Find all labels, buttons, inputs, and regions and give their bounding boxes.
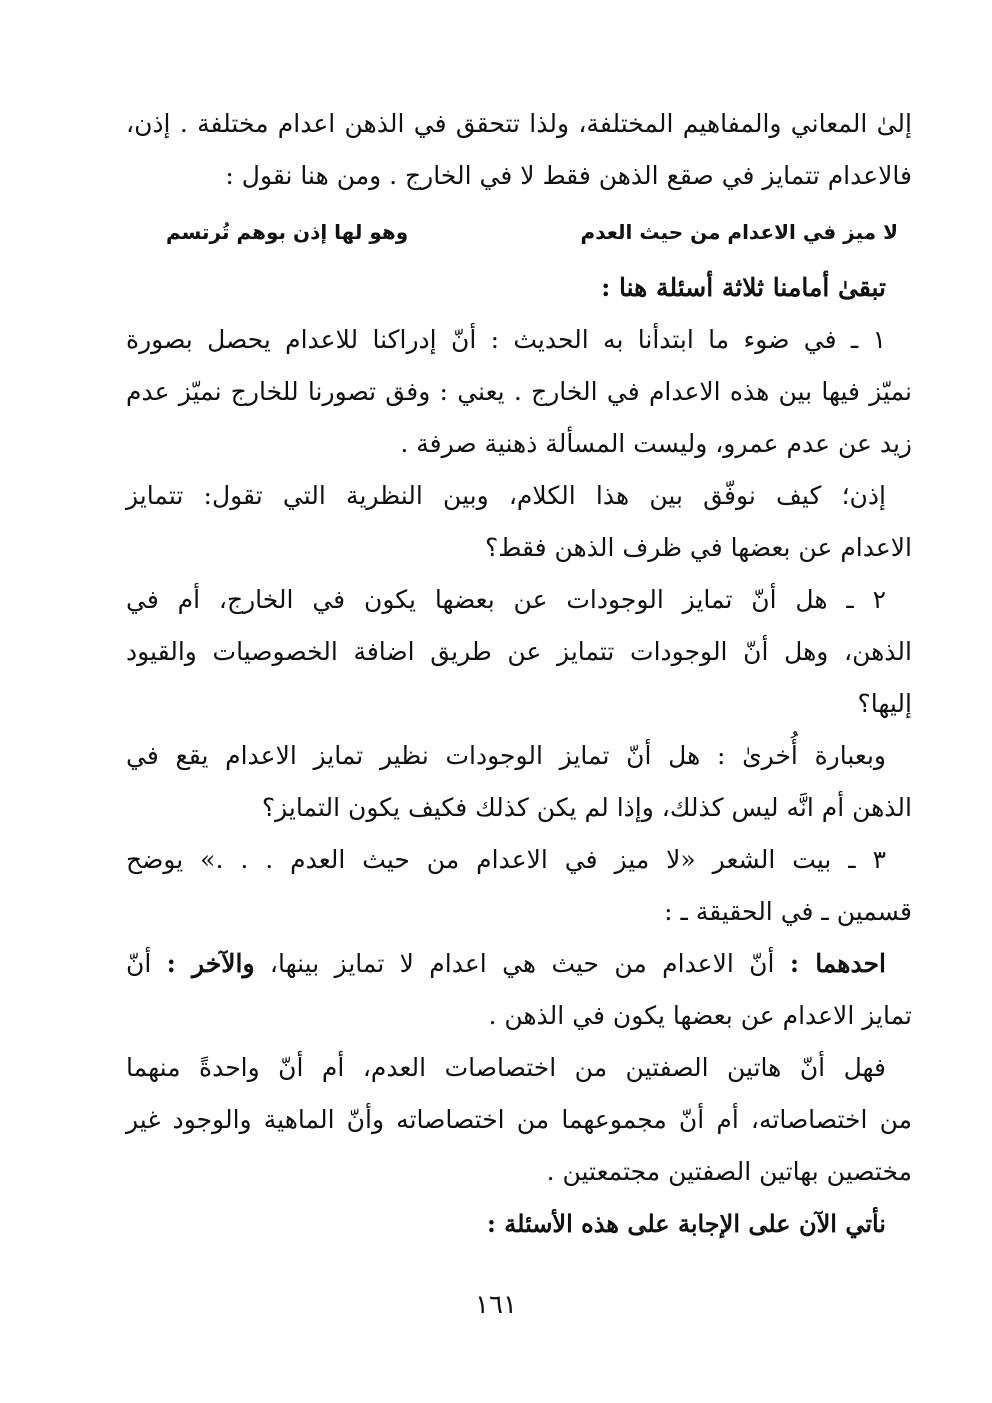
text-span: أنّ الاعدام من حيث هي اعدام لا تمايز بينها، xyxy=(254,949,790,978)
text-line: ٢ ـ هل أنّ تمايز الوجودات عن بعضها يكون في الخارج، أم في xyxy=(126,585,886,614)
text-line: تبقىٰ أمامنا ثلاثة أسئلة هنا : xyxy=(601,273,886,302)
text-line: الاعدام عن بعضها في ظرف الذهن فقط؟ xyxy=(484,533,912,562)
text-line: ١ ـ في ضوء ما ابتدأنا به الحديث : أنّ إدراكنا للاعدام يحصل بصورة xyxy=(126,325,886,354)
text-line: زيد عن عدم عمرو، وليست المسألة ذهنية صرفة . xyxy=(400,429,912,458)
page-number: ١٦١ xyxy=(475,1290,517,1320)
text-line: مختصين بهاتين الصفتين مجتمعتين . xyxy=(546,1157,912,1186)
text-line: إليها؟ xyxy=(857,689,912,718)
text-line: من اختصاصاته، أم أنّ مجموعهما من اختصاصاته وأنّ الماهية والوجود غير xyxy=(126,1105,912,1134)
text-line: نميّز فيها بين هذه الاعدام في الخارج . يعني : وفق تصورنا للخارج نميّز عدم xyxy=(126,377,912,406)
text-line: ٣ ـ بيت الشعر «لا ميز في الاعدام من حيث العدم . . .» يوضح xyxy=(126,845,886,874)
text-line: فالاعدام تتمايز في صقع الذهن فقط لا في الخارج . ومن هنا نقول : xyxy=(225,161,912,190)
text-line: الذهن، وهل أنّ الوجودات تتمايز عن طريق اضافة الخصوصيات والقيود xyxy=(126,637,912,666)
page-body xyxy=(126,98,912,1250)
text-line: وبعبارة أُخرىٰ : هل أنّ تمايز الوجودات نظير تمايز الاعدام يقع في xyxy=(126,741,886,770)
section-heading: نأتي الآن على الإجابة على هذه الأسئلة : xyxy=(487,1209,886,1238)
bold-term: احدهما : xyxy=(789,949,886,978)
poetry-verse xyxy=(126,202,912,262)
bold-term: والآخر : xyxy=(166,949,255,978)
text-line xyxy=(126,938,912,990)
text-line: قسمين ـ في الحقيقة ـ : xyxy=(664,897,912,926)
verse-second-hemistich: وهو لها إذن بوهم تُرتسم xyxy=(166,220,409,244)
text-line: الذهن أم انَّه ليس كذلك، وإذا لم يكن كذلك فكيف يكون التمايز؟ xyxy=(261,793,912,822)
text-span: أنّ xyxy=(126,949,167,978)
verse-first-hemistich: لا ميز في الاعدام من حيث العدم xyxy=(580,220,898,244)
text-line: إذن؛ كيف نوفّق بين هذا الكلام، وبين النظرية التي تقول: تتمايز xyxy=(126,481,886,510)
text-line: تمايز الاعدام عن بعضها يكون في الذهن . xyxy=(488,1001,912,1030)
text-line: إلىٰ المعاني والمفاهيم المختلفة، ولذا تتحقق في الذهن اعدام مختلفة . إذن، xyxy=(126,109,912,138)
text-line: فهل أنّ هاتين الصفتين من اختصاصات العدم، أم أنّ واحدةً منهما xyxy=(126,1053,886,1082)
